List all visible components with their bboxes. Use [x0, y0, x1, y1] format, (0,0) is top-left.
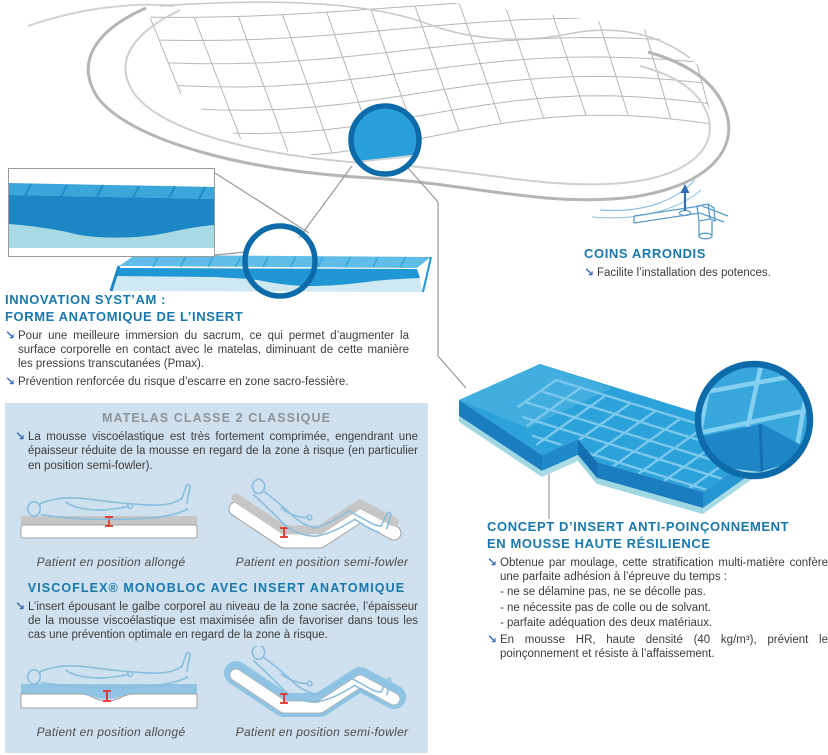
patient-outline: [28, 652, 190, 687]
classic-fowler-drawing: [222, 476, 422, 554]
bullet-arrow-icon: ↘: [487, 632, 498, 647]
classic-paragraph: ↘ La mousse viscoélastique est très fortement comprimée, engendrant une épaisseur réduite de la mousse en regard de la zone à risque (en particulier en position semi-fowler).: [15, 429, 418, 472]
innovation-title-line1: INNOVATION SYST’AM :: [5, 292, 167, 307]
figure-caption: Patient en position allongé: [36, 554, 186, 569]
magnifier-circle-top: [349, 105, 421, 176]
viscoflex-fowler-drawing: [222, 646, 422, 724]
coins-title: COINS ARRONDIS: [584, 246, 707, 261]
concept-title-line2: EN MOUSSE HAUTE RÉSILIENCE: [487, 535, 711, 551]
concept-dash2: - ne nécessite pas de colle ou de solvant.: [500, 601, 711, 614]
figure-caption: Patient en position semi-fowler: [235, 554, 409, 569]
comparison-panel: [5, 403, 428, 753]
innovation-bullet2: Prévention renforcée du risque d’escarre en zone sacro-fessière.: [18, 375, 349, 388]
viscoflex-allonge-drawing: [11, 646, 211, 724]
concept-bullet1: Obtenue par moulage, cette stratification multi-matière confère une parfaite adhésion à l’épreuve du temps :: [500, 556, 828, 584]
mattress-cross-section-inset: [8, 168, 215, 257]
bullet-arrow-icon: ↘: [5, 327, 16, 342]
figure-viscoflex-allonge: [11, 646, 211, 739]
base-foam-layer: [21, 525, 197, 538]
figure-caption: Patient en position semi-fowler: [235, 724, 409, 739]
concept-section: [487, 519, 828, 662]
bullet-arrow-icon: ↘: [15, 598, 26, 613]
coins-section: [584, 246, 828, 280]
patient-outline: [28, 485, 190, 520]
figure-classic-fowler: [222, 476, 422, 569]
innovation-bullet1: Pour une meilleure immersion du sacrum, ce qui permet d’augmenter la surface corporelle en contact avec le matelas, diminuant de cette manière les pressions transcutanées (Pmax).: [18, 329, 409, 371]
figure-caption: Patient en position allongé: [36, 724, 186, 739]
viscoflex-title: VISCOFLEX® MONOBLOC AVEC INSERT ANATOMIQUE: [27, 580, 406, 595]
bullet-arrow-icon: ↘: [15, 429, 26, 443]
visco-foam-layer: [21, 684, 197, 695]
concept-dash1: - ne se délamine pas, ne se décolle pas.: [500, 586, 706, 599]
figure-viscoflex-fowler: [222, 646, 422, 739]
bullet-arrow-icon: ↘: [584, 264, 595, 279]
innovation-title-line2: FORME ANATOMIQUE DE L’INSERT: [5, 308, 244, 324]
concept-bullet2: En mousse HR, haute densité (40 kg/m³), prévient le poinçonnement et résiste à l’affaissement.: [500, 634, 828, 661]
classic-allonge-drawing: [11, 476, 211, 554]
classic-title: MATELAS CLASSE 2 CLASSIQUE: [101, 411, 332, 425]
mattress-side-view: [111, 255, 431, 292]
bullet-arrow-icon: ↘: [5, 373, 16, 388]
cross-section-drawing: [9, 169, 214, 256]
figure-classic-allonge: [11, 476, 211, 569]
potence-corner-icon: [592, 180, 728, 239]
coins-text: Facilite l’installation des potences.: [597, 266, 771, 279]
concept-title-line1: CONCEPT D’INSERT ANTI-POINÇONNEMENT: [487, 519, 790, 534]
viscoflex-paragraph: ↘ L’insert épousant le galbe corporel au niveau de la zone sacrée, l’épaisseur de la mousse viscoélastique est maximisée afin de favoriser dans tous les cas une prévention optimale en regard de la zone à risque.: [15, 598, 418, 642]
bullet-arrow-icon: ↘: [487, 554, 498, 569]
innovation-section: [5, 292, 409, 389]
concept-dash3: - parfaite adéquation des deux matériaux.: [500, 616, 713, 629]
